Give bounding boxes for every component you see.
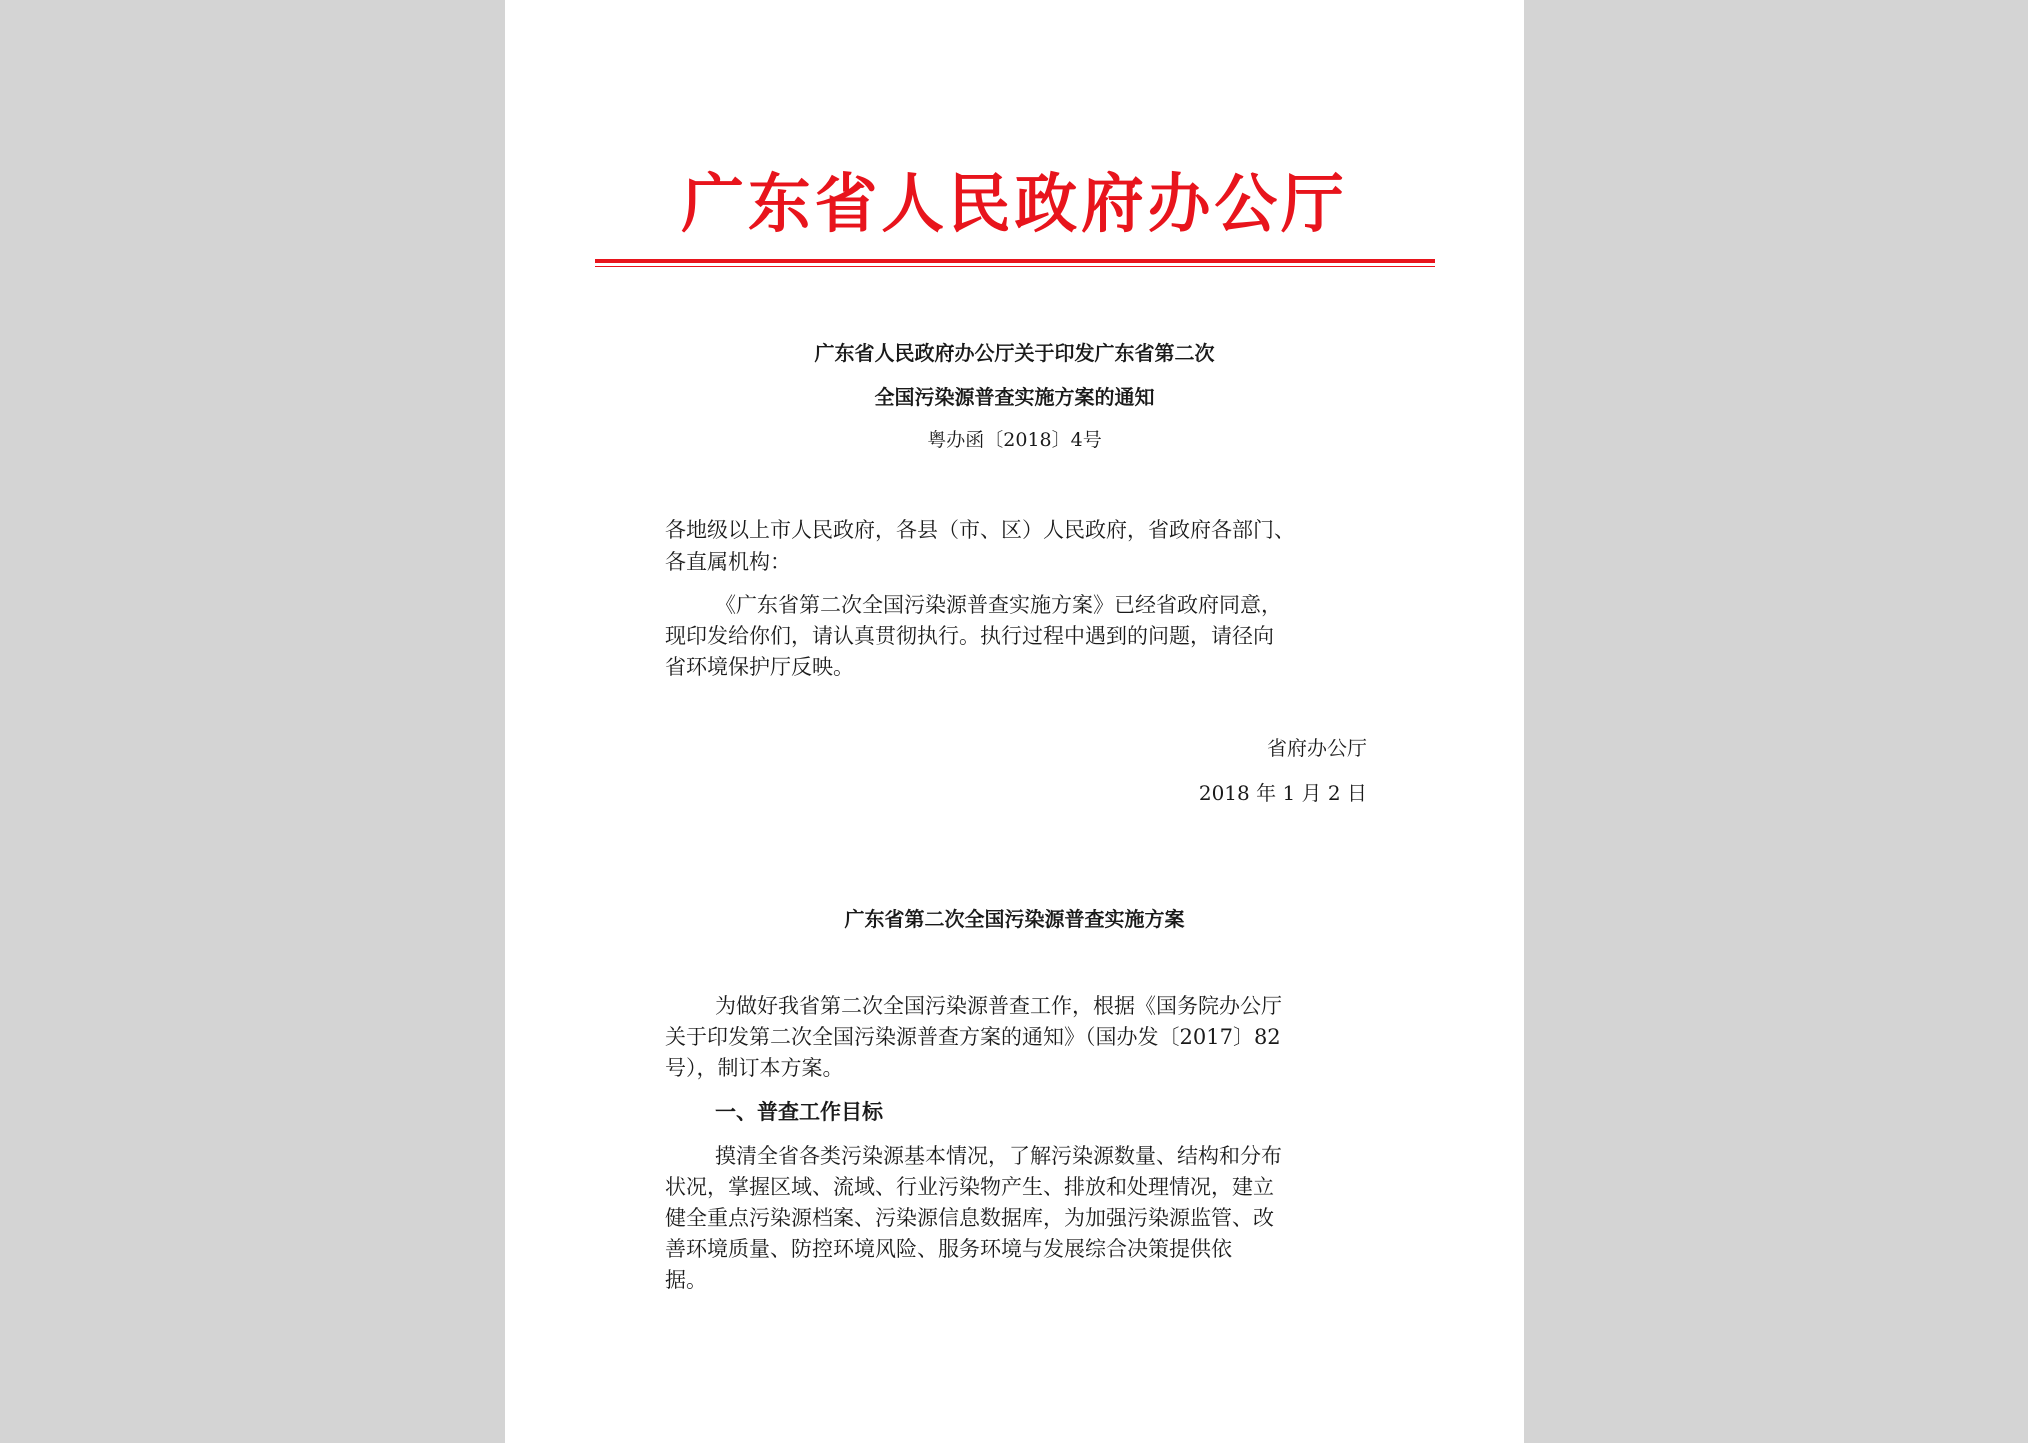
section-1-line-1: 摸清全省各类污染源基本情况，了解污染源数量、结构和分布 — [715, 1144, 1282, 1168]
section-1-line-5: 据。 — [665, 1268, 707, 1292]
section-1-line-4: 善环境质量、防控环境风险、服务环境与发展综合决策提供依 — [665, 1237, 1232, 1261]
plan-intro-line-3: 号），制订本方案。 — [665, 1056, 844, 1080]
document-page — [505, 0, 1524, 1443]
plan-intro-line-1: 为做好我省第二次全国污染源普查工作，根据《国务院办公厅 — [715, 994, 1282, 1018]
section-1-line-3: 健全重点污染源档案、污染源信息数据库，为加强污染源监管、改 — [665, 1206, 1274, 1230]
issue-date: 2018 年 1 月 2 日 — [1198, 781, 1367, 805]
letterhead-title: 广东省人民政府办公厅 — [681, 167, 1348, 242]
letterhead-red-rule — [595, 259, 1435, 263]
notice-body-line-3: 省环境保护厅反映。 — [665, 655, 854, 679]
section-1-line-2: 状况，掌握区域、流域、行业污染物产生、排放和处理情况，建立 — [665, 1175, 1274, 1199]
plan-intro-line-2: 关于印发第二次全国污染源普查方案的通知》（国办发〔2017〕82 — [665, 1025, 1281, 1049]
salutation-line-1: 各地级以上市人民政府，各县（市、区）人民政府，省政府各部门、 — [665, 518, 1295, 542]
document-number: 粤办函〔2018〕4号 — [927, 429, 1102, 451]
plan-title: 广东省第二次全国污染源普查实施方案 — [844, 907, 1185, 931]
notice-body-line-1: 《广东省第二次全国污染源普查实施方案》已经省政府同意， — [715, 593, 1282, 617]
section-1-heading: 一、普查工作目标 — [715, 1099, 883, 1124]
letterhead-red-rule-thin — [595, 266, 1435, 267]
signature: 省府办公厅 — [1267, 736, 1367, 760]
salutation-line-2: 各直属机构： — [665, 550, 791, 574]
notice-title-line-1: 广东省人民政府办公厅关于印发广东省第二次 — [814, 341, 1215, 365]
notice-title-line-2: 全国污染源普查实施方案的通知 — [874, 385, 1155, 409]
notice-body-line-2: 现印发给你们，请认真贯彻执行。执行过程中遇到的问题，请径向 — [665, 624, 1274, 648]
